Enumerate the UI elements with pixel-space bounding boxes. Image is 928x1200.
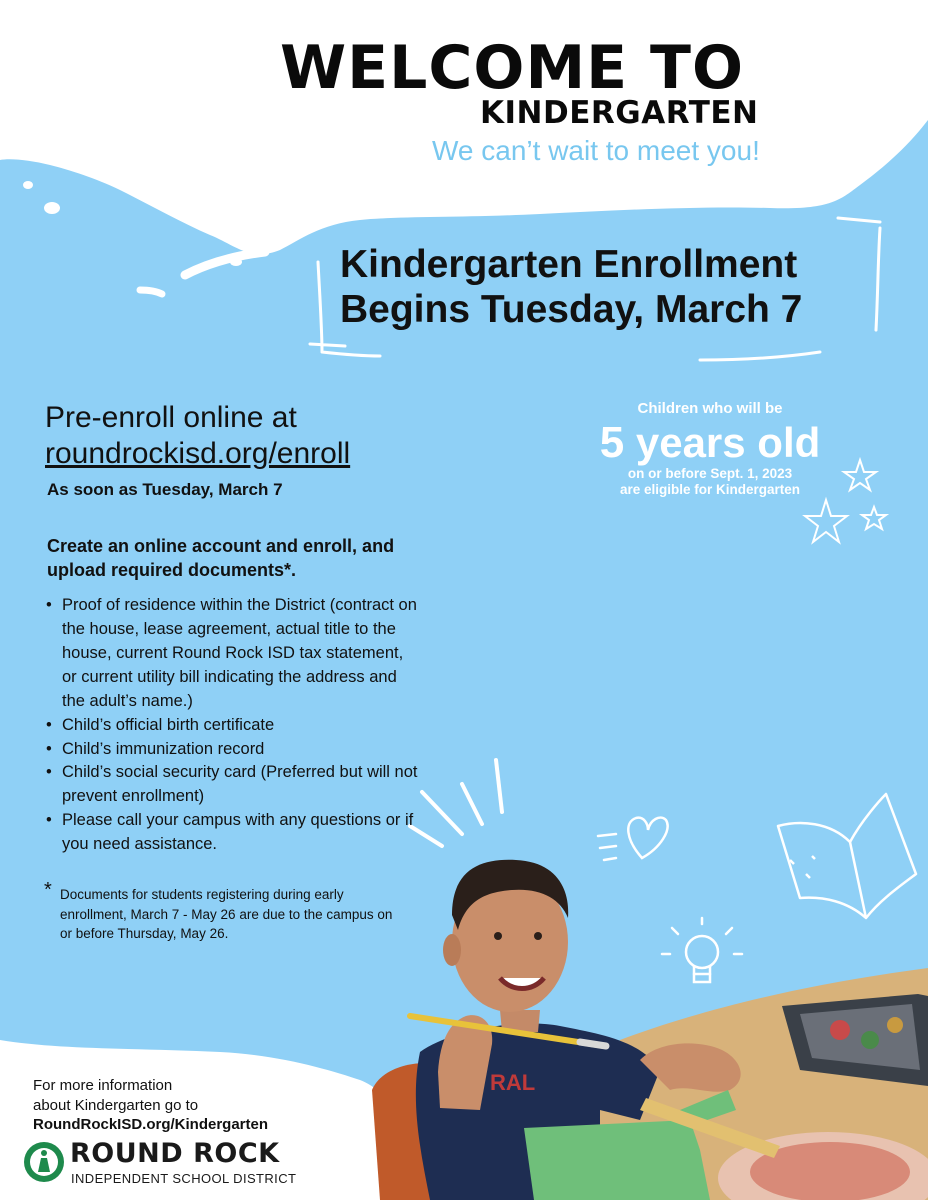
- more-info-line-1: For more information: [33, 1077, 173, 1094]
- age-text: years old: [635, 419, 821, 466]
- list-item: • Please call your campus with any questions or if you need assistance.: [40, 809, 420, 857]
- eligibility-line-1: Children who will be: [637, 400, 783, 417]
- child-photo: [372, 860, 928, 1200]
- district-logo-icon: [22, 1140, 66, 1184]
- footnote-text: Documents for students registering during early enrollment, March 7 - May 26 are due to the campus on or before Thursday, May 26.: [60, 887, 393, 942]
- requirements-intro: Create an online account and enroll, and upload required documents*.: [47, 536, 395, 581]
- enrollment-headline: [340, 243, 900, 333]
- eligibility-age: [580, 418, 840, 467]
- requirements-list: [40, 594, 420, 857]
- eligibility-box: [580, 400, 840, 497]
- kindergarten-heading: KINDERGARTEN: [480, 95, 759, 131]
- eligibility-line-4: are eligible for Kindergarten: [619, 481, 801, 497]
- footnote-asterisk: *: [44, 879, 52, 901]
- heart-doodle: [598, 818, 668, 860]
- book-doodle: [778, 794, 916, 918]
- enroll-url-link[interactable]: roundrockisd.org/enroll: [45, 437, 351, 470]
- district-name: ROUND ROCK: [70, 1138, 280, 1169]
- enrollment-line-1: Kindergarten Enrollment: [340, 243, 798, 286]
- list-item: • Child’s social security card (Preferred but will not prevent enrollment): [40, 761, 420, 809]
- welcome-heading: WELCOME TO: [280, 33, 744, 103]
- more-info: [33, 1076, 353, 1135]
- list-item: • Child’s immunization record: [40, 738, 420, 762]
- burst-doodle: [410, 760, 502, 846]
- list-item: • Child’s official birth certificate: [40, 714, 420, 738]
- more-info-line-2: about Kindergarten go to: [33, 1096, 199, 1114]
- district-subtitle: INDEPENDENT SCHOOL DISTRICT: [71, 1171, 297, 1186]
- age-number: 5: [599, 418, 625, 467]
- tagline: We can’t wait to meet you!: [432, 135, 760, 166]
- eligibility-line-3: on or before Sept. 1, 2023: [627, 466, 793, 481]
- preenroll-date: As soon as Tuesday, March 7: [47, 480, 283, 499]
- enrollment-line-2: Begins Tuesday, March 7: [340, 287, 803, 331]
- list-item: • Proof of residence within the District (contract on the house, lease agreement, actual title to the house, current Round Rock ISD tax statement, or current utility bill indicating the address and the adult’s name.): [40, 594, 420, 714]
- kindergarten-url-link[interactable]: RoundRockISD.org/Kindergarten: [33, 1116, 269, 1133]
- lightbulb-doodle: [662, 918, 742, 982]
- svg-text:RAL: RAL: [490, 1070, 536, 1095]
- preenroll-line: Pre-enroll online at: [45, 401, 297, 434]
- white-brush-stroke: [185, 252, 265, 275]
